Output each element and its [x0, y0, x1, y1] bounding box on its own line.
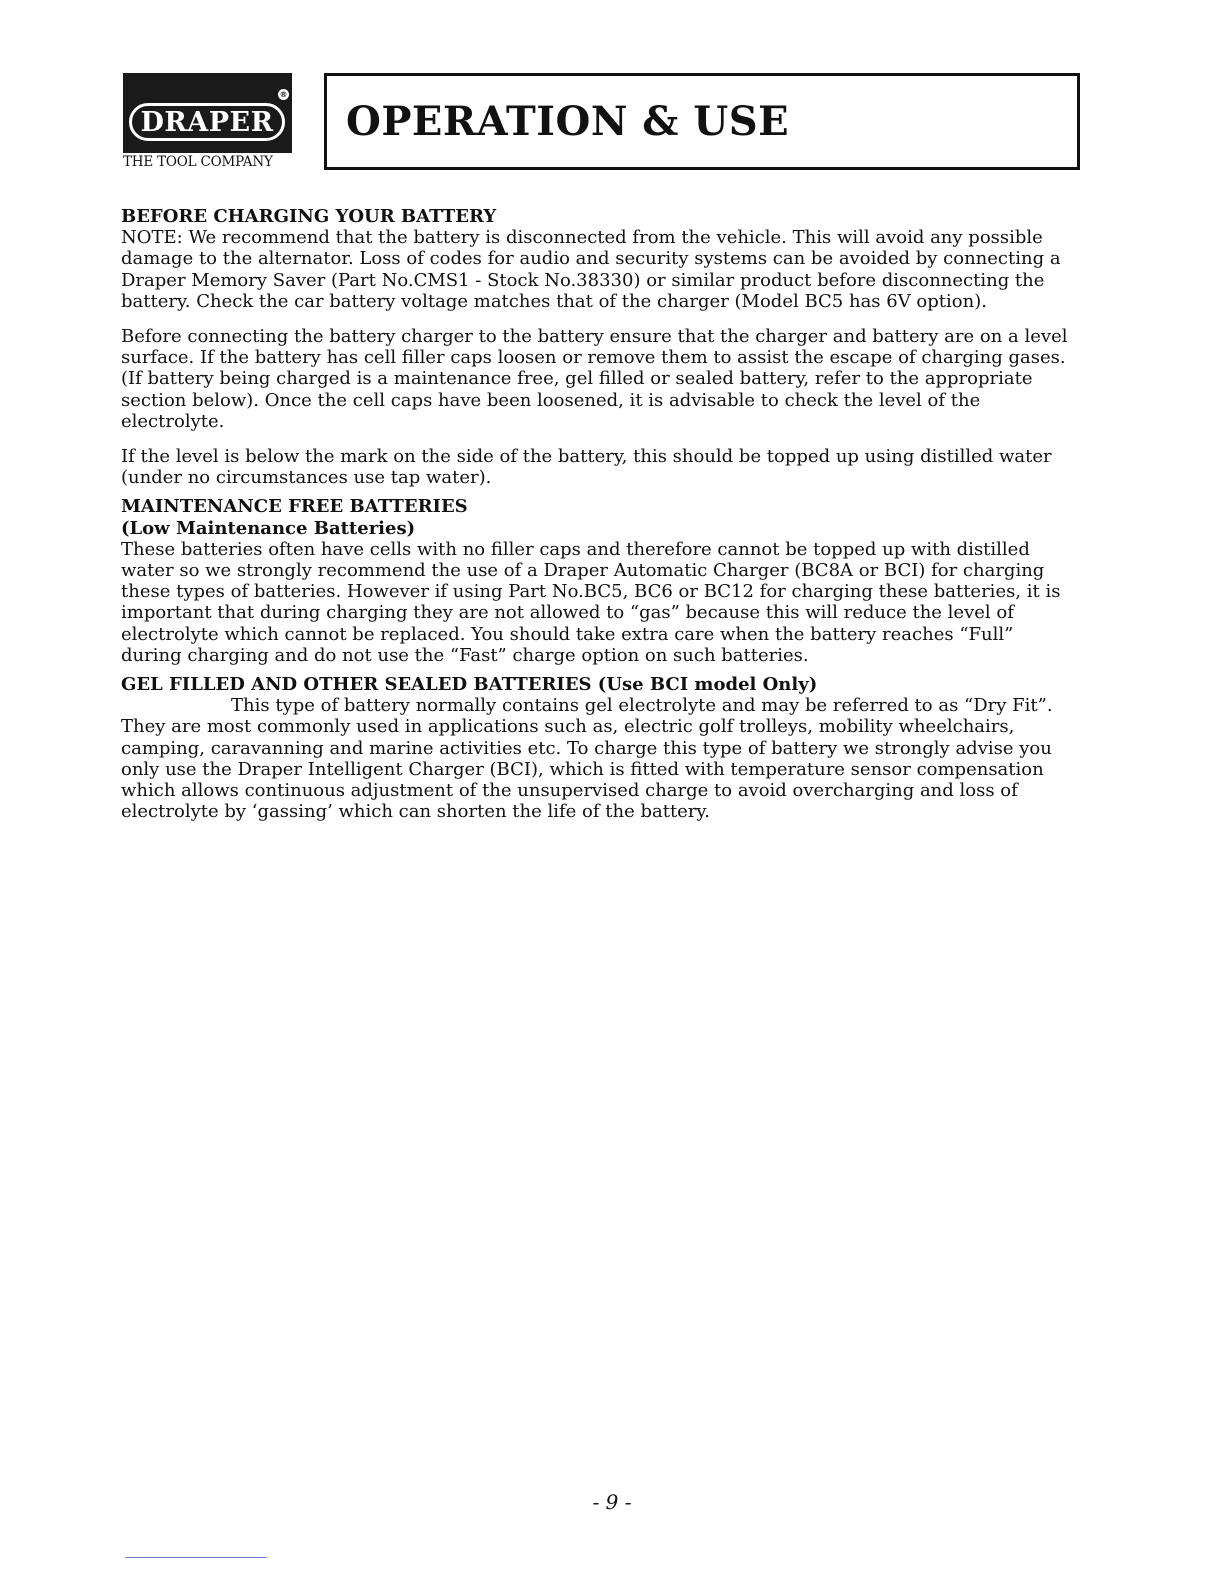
registered-mark: ® [279, 89, 288, 99]
paragraph: These batteries often have cells with no filler caps and therefore cannot be topped up with distilled water so we strongly recommend the use of a Draper Automatic Charger (BC8A or BCI) for charging these types of batteries. However if using Part No.BC5, BC6 or BC12 for charging these batteries, it is important that during charging they are not allowed to “gas” because this will reduce the level of electrolyte which cannot be replaced. You should take extra care when the battery reaches “Full” during charging and do not use the “Fast” charge option on such batteries. [121, 538, 1061, 666]
paragraph-text: This type of battery normally contains gel electrolyte and may be referred to as “Dry Fit”. They are most commonly used in applications such as, electric golf trolleys, mobility wheelchairs, camping, caravanning and marine activities etc. To charge this type of battery we strongly advise you only use the Draper Intelligent Charger (BCI), which is fitted with temperature sensor compensation which allows continuous adjustment of the unsupervised charge to avoid overcharging and loss of electrolyte by ‘gassing’ which can shorten the life of the battery. [121, 695, 1053, 823]
paragraph: NOTE: We recommend that the battery is disconnected from the vehicle. This will avoid any possible damage to the alternator. Loss of codes for audio and security systems can be avoided by connecting a Draper Memory Saver (Part No.CMS1 - Stock No.38330) or similar product before disconnecting the battery. Check the car battery voltage matches that of the charger (Model BC5 has 6V option). [121, 227, 1061, 312]
logo-badge [123, 73, 292, 153]
section-subheading-low-maintenance: (Low Maintenance Batteries) [121, 517, 416, 539]
paragraph: If the level is below the mark on the side of the battery, this should be topped up using distilled water (under no circumstances use tap water). [121, 446, 1052, 489]
document-body [121, 206, 1079, 822]
section-heading-maintenance-free: MAINTENANCE FREE BATTERIES [121, 496, 468, 518]
logo-tagline: THE TOOL COMPANY [123, 154, 273, 170]
footer-divider [125, 1557, 267, 1558]
page-title: OPERATION & USE [346, 98, 790, 145]
logo-pill [129, 103, 285, 141]
logo-brand: DRAPER [140, 106, 274, 138]
paragraph-indented [121, 695, 1079, 822]
page-number: - 9 - [592, 1490, 632, 1514]
paragraph: Before connecting the battery charger to the battery ensure that the charger and battery are on a level surface. If the battery has cell filler caps loosen or remove them to assist the escape of charging gases. (If battery being charged is a maintenance free, gel filled or sealed battery, refer to the appropriate section below). Once the cell caps have been loosened, it is advisable to check the level of the electrolyte. [121, 326, 1068, 432]
section-heading-before-charging: BEFORE CHARGING YOUR BATTERY [121, 206, 497, 227]
draper-logo [123, 73, 292, 171]
page-title-box [324, 73, 1080, 170]
section-heading-gel-filled: GEL FILLED AND OTHER SEALED BATTERIES (Use BCI model Only) [121, 674, 818, 696]
